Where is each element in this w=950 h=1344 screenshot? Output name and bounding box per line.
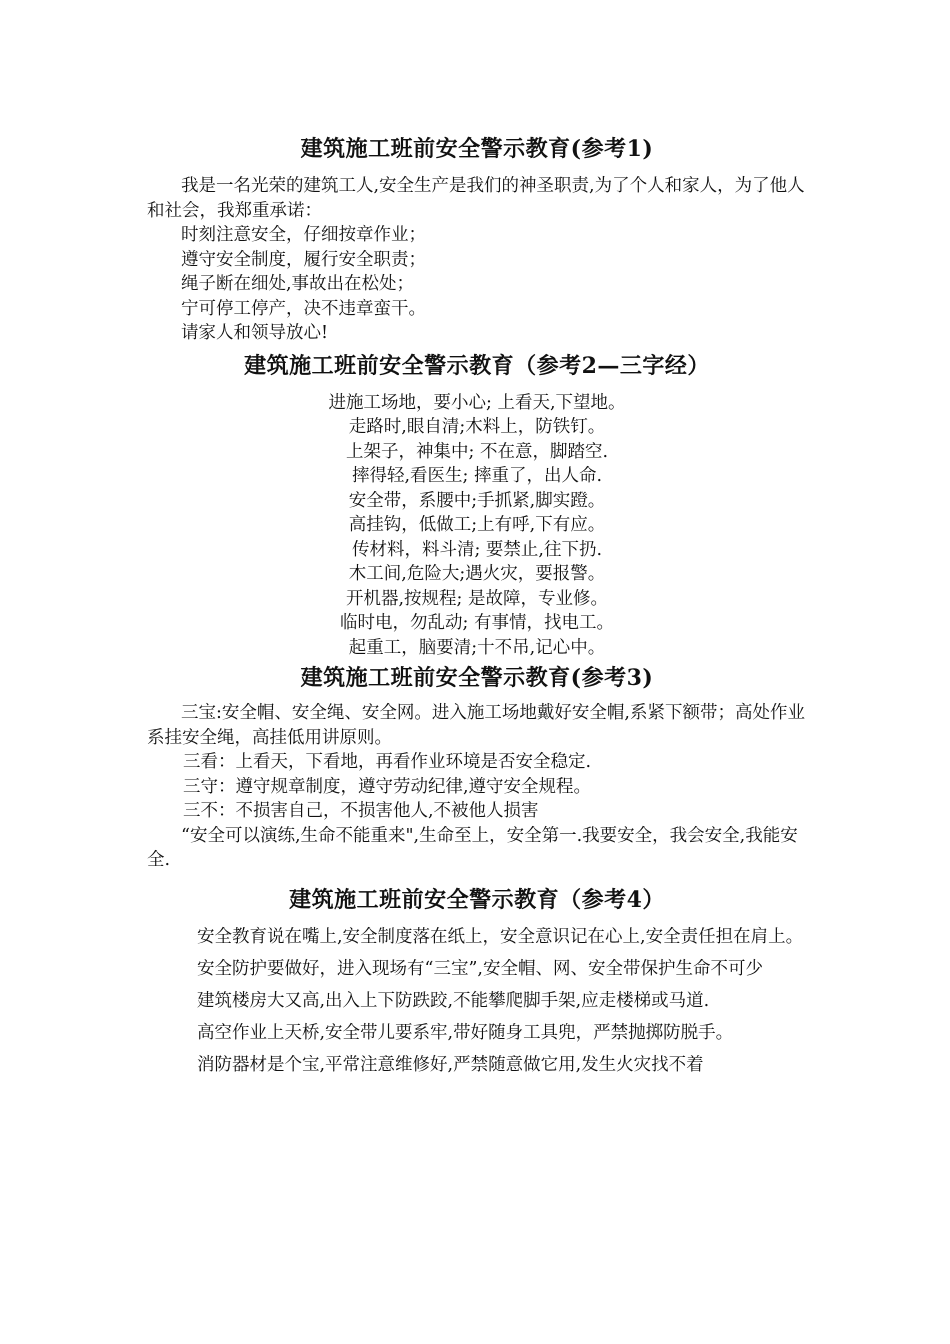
section-2-poem — [147, 391, 807, 661]
poem-line: 开机器,按规程; 是故障，专业修。 — [345, 588, 609, 609]
section-1-line: 时刻注意安全，仔细按章作业； — [181, 225, 426, 245]
section-3-line: 三看：上看天，下看地，再看作业环境是否安全稳定. — [183, 752, 592, 772]
poem-line: 走路时,眼自清;木料上，防铁钉。 — [348, 417, 606, 437]
section-3-line: 三守：遵守规章制度，遵守劳动纪律,遵守安全规程。 — [183, 776, 592, 797]
section-4-paragraph: 消防器材是个宝,平常注意维修好,严禁随意做它用,发生火灾找不着 — [197, 1054, 704, 1075]
section-1-line: 绳子断在细处,事故出在松处； — [181, 274, 415, 294]
poem-line: 传材料，料斗清; 要禁止,往下扔. — [351, 539, 603, 560]
section-2-title: 建筑施工班前安全警示教育（参考2—三字经） — [244, 352, 710, 379]
poem-line: 上架子，神集中; 不在意，脚踏空. — [345, 441, 609, 462]
poem-line: 安全带，系腰中;手抓紧,脚实蹬。 — [348, 490, 606, 511]
section-3-paragraph: 三宝:安全帽、安全绳、安全网。进入施工场地戴好安全帽,系紧下额带；高处作业系挂安全绳，高挂低用讲原则。 — [147, 703, 805, 748]
section-1-line: 遵守安全制度，履行安全职责； — [181, 249, 426, 270]
section-1-title: 建筑施工班前安全警示教育(参考1) — [300, 136, 654, 162]
section-3-line: 三不：不损害自己，不损害他人,不被他人损害 — [183, 801, 539, 821]
section-1-paragraph: 我是一名光荣的建筑工人,安全生产是我们的神圣职责,为了个人和家人，为了他人和社会，我郑重承诺： — [147, 176, 805, 221]
poem-line: 高挂钩，低做工;上有呼,下有应。 — [348, 515, 606, 535]
poem-line: 临时电，勿乱动; 有事情，找电工。 — [340, 613, 614, 633]
section-1-body — [147, 174, 807, 346]
section-4-paragraph: 高空作业上天桥,安全带儿要系牢,带好随身工具兜，严禁抛掷防脱手。 — [197, 1022, 734, 1043]
section-4-body — [147, 925, 807, 1078]
section-1-line: 宁可停工停产，决不违章蛮干。 — [181, 298, 426, 319]
section-3-title: 建筑施工班前安全警示教育(参考3) — [300, 665, 654, 691]
section-4-paragraph: 建筑楼房大又高,出入上下防跌跤,不能攀爬脚手架,应走楼梯或马道. — [197, 990, 710, 1011]
section-4-paragraph: 安全防护要做好，进入现场有“三宝”,安全帽、网、安全带保护生命不可少 — [197, 958, 763, 979]
poem-line: 摔得轻,看医生; 摔重了，出人命. — [351, 466, 603, 486]
section-1-line: 请家人和领导放心! — [181, 323, 329, 343]
poem-line: 起重工，脑要清;十不吊,记心中。 — [348, 637, 606, 658]
section-4-paragraph: 安全教育说在嘴上,安全制度落在纸上，安全意识记在心上,安全责任担在肩上。 — [197, 926, 804, 947]
section-4-title: 建筑施工班前安全警示教育（参考4） — [289, 886, 665, 913]
poem-line: 木工间,危险大;遇火灾，要报警。 — [348, 564, 606, 584]
section-3-body — [147, 701, 807, 873]
section-3-paragraph: “安全可以演练,生命不能重来",生命至上，安全第一.我要安全，我会安全,我能安全. — [147, 825, 798, 870]
document-page — [147, 128, 807, 1085]
poem-line: 进施工场地，要小心; 上看天,下望地。 — [328, 392, 626, 413]
